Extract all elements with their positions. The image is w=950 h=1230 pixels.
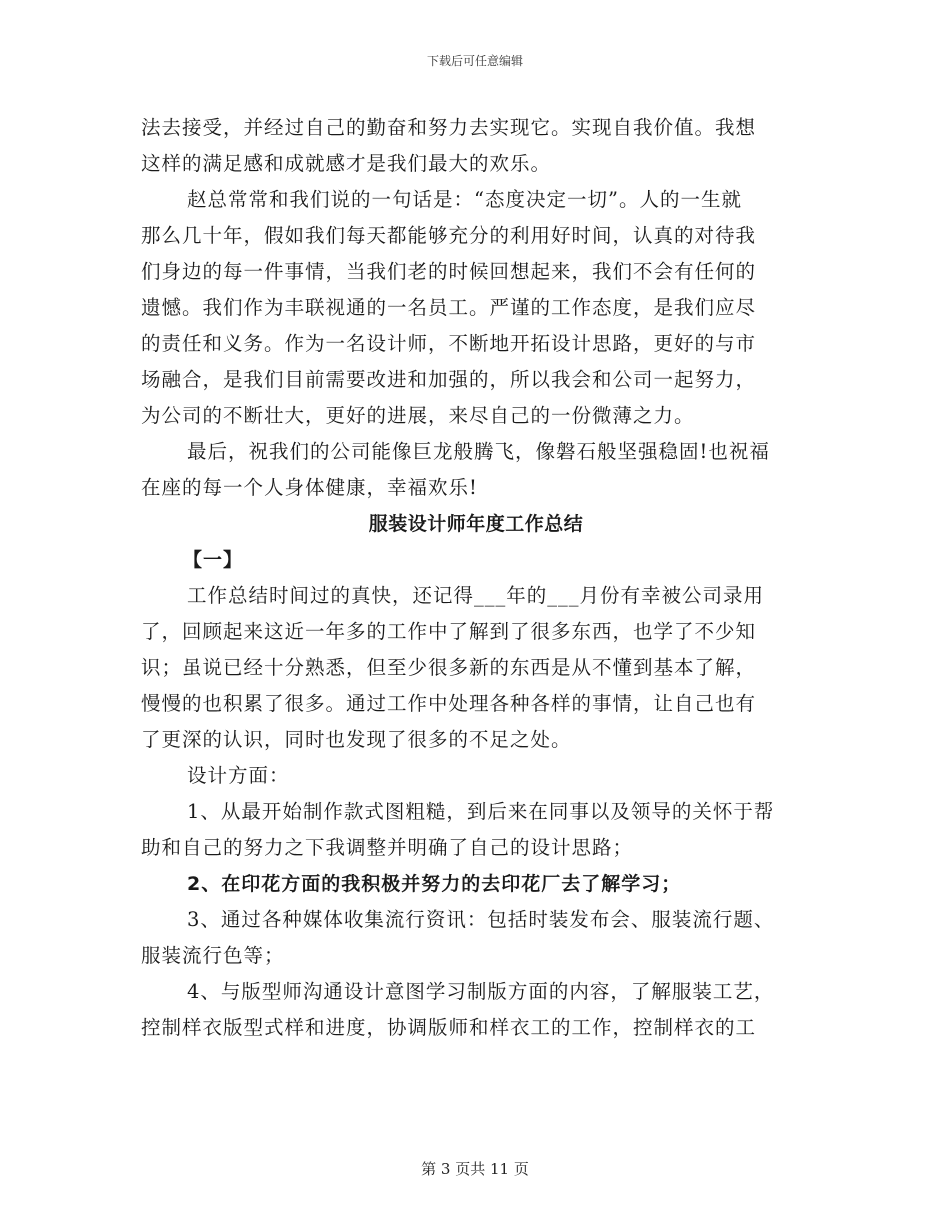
paragraph-start-line: 赵总常常和我们说的一句话是：“态度决定一切”。人的一生就 [187, 188, 742, 211]
section-number: 【一】 [183, 549, 244, 571]
body-line: 了，回顾起来这近一年多的工作中了解到了很多东西，也学了不少知 [141, 620, 757, 643]
body-line: 的责任和义务。作为一名设计师，不断地开拓设计思路，更好的与市 [141, 332, 757, 355]
list-item-2: 2、在印花方面的我积极并努力的去印花厂去了解学习； [187, 873, 682, 895]
body-line: 在座的每一个人身体健康，幸福欢乐! [141, 476, 478, 499]
body-line: 场融合，是我们目前需要改进和加强的，所以我会和公司一起努力， [141, 368, 757, 391]
body-line: 这样的满足感和成就感才是我们最大的欢乐。 [141, 152, 552, 175]
document-body [141, 110, 811, 1046]
body-line: 遗憾。我们作为丰联视通的一名员工。严谨的工作态度，是我们应尽 [141, 296, 757, 319]
body-line: 了更深的认识，同时也发现了很多的不足之处。 [141, 728, 572, 751]
body-line: 们身边的每一件事情，当我们老的时候回想起来，我们不会有任何的 [141, 260, 757, 283]
paragraph-start-line: 工作总结时间过的真快，还记得___年的___月份有幸被公司录用 [187, 584, 765, 607]
list-item-3-cont: 服装流行色等； [141, 944, 285, 967]
list-item-4: 4、与版型师沟通设计意图学习制版方面的内容，了解服装工艺， [187, 980, 775, 1003]
body-line: 法去接受，并经过自己的勤奋和努力去实现它。实现自我价值。我想 [141, 116, 757, 139]
list-item-3: 3、通过各种媒体收集流行资讯：包括时装发布会、服装流行题、 [187, 908, 775, 931]
body-line: 识；虽说已经十分熟悉，但至少很多新的东西是从不懂到基本了解， [141, 656, 757, 679]
page-footer: 第 3 页共 11 页 [421, 1160, 529, 1178]
paragraph-start-line: 最后，祝我们的公司能像巨龙般腾飞，像磐石般坚强稳固!也祝福 [187, 440, 770, 463]
list-item-4-cont: 控制样衣版型式样和进度，协调版师和样衣工的工作，控制样衣的工 [141, 1016, 757, 1039]
subheading-design: 设计方面： [187, 764, 290, 787]
list-item-1-cont: 助和自己的努力之下我调整并明确了自己的设计思路； [141, 836, 634, 859]
body-line: 慢慢的也积累了很多。通过工作中处理各种各样的事情，让自己也有 [141, 692, 757, 715]
section-title: 服装设计师年度工作总结 [368, 513, 584, 535]
page-header: 下载后可任意编辑 [426, 54, 523, 68]
body-line: 为公司的不断壮大，更好的进展，来尽自己的一份微薄之力。 [141, 404, 695, 427]
body-line: 那么几十年，假如我们每天都能够充分的利用好时间，认真的对待我 [141, 224, 757, 247]
list-item-1: 1、从最开始制作款式图粗糙，到后来在同事以及领导的关怀于帮 [187, 800, 775, 823]
